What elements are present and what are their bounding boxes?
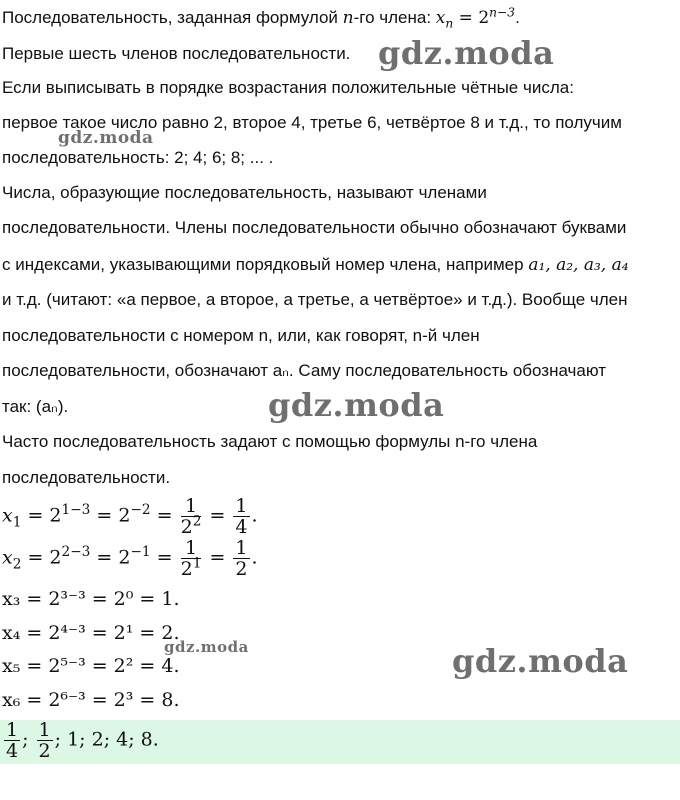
watermark-logo: gdz.moda (58, 128, 154, 148)
formula-x: x (435, 8, 446, 28)
watermark-logo: gdz.moda (378, 34, 555, 72)
theory-line-6-math: a₁, a₂, a₃, a₄ (528, 255, 629, 275)
problem-statement (2, 6, 520, 30)
problem-mid: -го члена: (353, 8, 436, 27)
watermark-logo: gdz.moda (268, 386, 445, 424)
x2-frac2-den: 2 (235, 558, 248, 580)
x1-exp2: −2 (130, 502, 151, 519)
answer-f1-den: 4 (6, 740, 19, 762)
theory-line-6 (2, 253, 629, 277)
watermark-logo: gdz.moda (452, 642, 629, 680)
x1-frac1-den-exp: 2 (192, 513, 202, 530)
x2-fraction-1 (181, 538, 202, 579)
formula-eq: = 2 (453, 8, 490, 28)
x1-frac2-den: 4 (235, 516, 248, 538)
x1-frac2-num: 1 (235, 495, 248, 517)
theory-line-3: последовательность: 2; 4; 6; 8; ... . (2, 148, 274, 167)
x1-fraction-2 (233, 496, 249, 537)
equation-x4: x₄ = 2⁴⁻³ = 2¹ = 2. (2, 622, 180, 644)
x2-lhs: x (2, 546, 13, 569)
equation-x6: x₆ = 2⁶⁻³ = 2³ = 8. (2, 689, 180, 711)
x1-exp1: 1−3 (61, 502, 91, 519)
formula-exponent: n−3 (489, 5, 516, 20)
theory-line-8: последовательности с номером n, или, как говорят, n-й член (2, 326, 480, 345)
x2-exp2: −1 (130, 544, 151, 561)
x1-frac1-num: 1 (181, 496, 202, 517)
problem-prefix: Последовательность, заданная формулой (2, 8, 343, 27)
x2-sub: 2 (12, 556, 22, 573)
x1-frac1-den-base: 2 (180, 516, 193, 538)
x1-fraction-1 (181, 496, 202, 537)
answer-f2-num: 1 (38, 719, 51, 741)
answer-rest: ; 1; 2; 4; 8. (54, 728, 159, 751)
answer-fraction-2 (37, 720, 53, 761)
equation-x5: x₅ = 2⁵⁻³ = 2² = 4. (2, 655, 180, 677)
theory-line-10: так: (aₙ). (2, 397, 69, 416)
x1-sub: 1 (12, 514, 22, 531)
theory-line-9: последовательности, обозначают aₙ. Саму последовательность обозначают (2, 361, 607, 380)
watermark-logo: gdz.moda (164, 638, 249, 656)
equation-x3: x₃ = 2³⁻³ = 2⁰ = 1. (2, 588, 180, 610)
answer-f1-num: 1 (6, 719, 19, 741)
formula (435, 5, 516, 31)
x2-frac1-den-base: 2 (180, 558, 193, 580)
x2-frac1-den-exp: 1 (192, 555, 202, 572)
answer-f2-den: 2 (38, 740, 51, 762)
problem-suffix: . (515, 8, 520, 27)
formula-sub: n (445, 16, 454, 31)
equation-x2: $x_2 = 2^{2-3} = 2^{-1}$ = $\frac{1}{2^1}$ = $\frac{1}{2}$ . (2, 537, 258, 580)
answer-fraction-1 (4, 720, 20, 761)
x2-exp1: 2−3 (61, 544, 91, 561)
theory-line-7: и т.д. (читают: «a первое, a второе, a третье, a четвёртое» и т.д.). Вообще член (2, 290, 628, 309)
theory-line-5: последовательности. Члены последовательности обычно обозначают буквами (2, 218, 627, 237)
theory-line-4: Числа, образующие последовательность, называют членами (2, 183, 487, 202)
x2-fraction-2 (233, 538, 249, 579)
equation-x1: $x_1 = 2^{1-3} = 2^{-2}$ = $\frac{1}{2^2}$ = $\frac{1}{4}$ . (2, 495, 258, 538)
x2-frac1-num: 1 (181, 538, 202, 559)
theory-line-2: первое такое число равно 2, второе 4, третье 6, четвёртое 8 и т.д., то получим (2, 113, 622, 132)
x1-frac1-den (180, 513, 202, 538)
x2-frac2-num: 1 (235, 537, 248, 559)
theory-line-6-text: с индексами, указывающими порядковый номер члена, например (2, 255, 529, 274)
theory-line-11: Часто последовательность задают с помощью формулы n-го члена (2, 432, 538, 451)
answer-content: $\frac{1}{4}$ ; $\frac{1}{2}$ ; 1; 2; 4; 8. (6, 719, 159, 762)
theory-line-1: Если выписывать в порядке возрастания положительные чётные числа: (2, 78, 574, 97)
n-symbol: n (342, 8, 354, 28)
theory-line-12: последовательности. (2, 468, 171, 487)
first-six-heading: Первые шесть членов последовательности. (2, 44, 351, 63)
answer-box (0, 720, 680, 764)
x1-lhs: x (2, 504, 13, 527)
x2-frac1-den (180, 555, 202, 580)
